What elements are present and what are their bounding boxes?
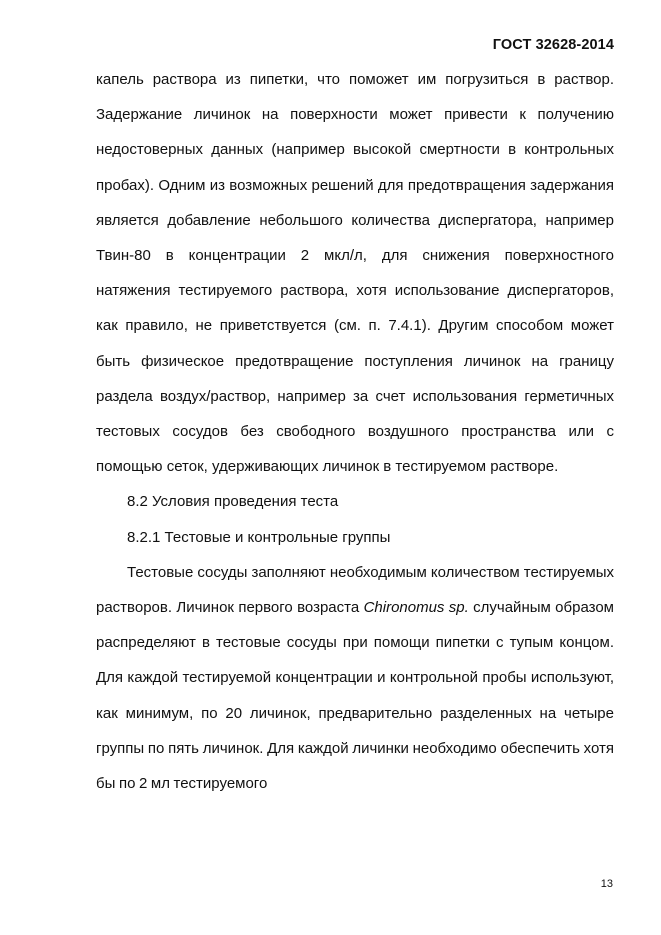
species-name: Chironomus sp.	[363, 599, 469, 617]
section-heading-8-2-1: 8.2.1 Тестовые и контрольные группы	[127, 528, 391, 546]
paragraph-text-start: Тестовые сосуды заполняют необходимым количеством тестируемых растворов. Личинок первого возраста	[96, 563, 614, 617]
section-heading-8-2: 8.2 Условия проведения теста	[127, 493, 339, 511]
paragraph-test-groups	[96, 555, 614, 801]
paragraph-text-end: случайным образом распределяют в тестовые сосуды при помощи пипетки с тупым концом. Для каждой тестируемой концентрации и контрольной пробы используют, как минимум, по 20 личинок, предварительно разделенных на четыре группы по пять личинок. Для каждой личинки необходимо обеспечить хотя бы по 2 мл тестируемого	[96, 599, 614, 793]
page-number: 13	[600, 878, 613, 890]
document-body	[96, 62, 614, 801]
standard-header: ГОСТ 32628-2014	[492, 37, 614, 53]
paragraph-continuation: капель раствора из пипетки, что поможет им погрузиться в раствор. Задержание личинок на поверхности может привести к получению недостоверных данных (например высокой смертности в контрольных пробах). Одним из возможных решений для предотвращения задержания является добавление небольшого количества диспергатора, например Твин-80 в концентрации 2 мкл/л, для снижения поверхностного натяжения тестируемого раствора, хотя использование диспергаторов, как правило, не приветствуется (см. п. 7.4.1). Другим способом может быть физическое предотвращение поступления личинок на границу раздела воздух/раствор, например за счет использования герметичных тестовых сосудов без свободного воздушного пространства или с помощью сеток, удерживающих личинок в тестируемом растворе.	[96, 71, 614, 476]
